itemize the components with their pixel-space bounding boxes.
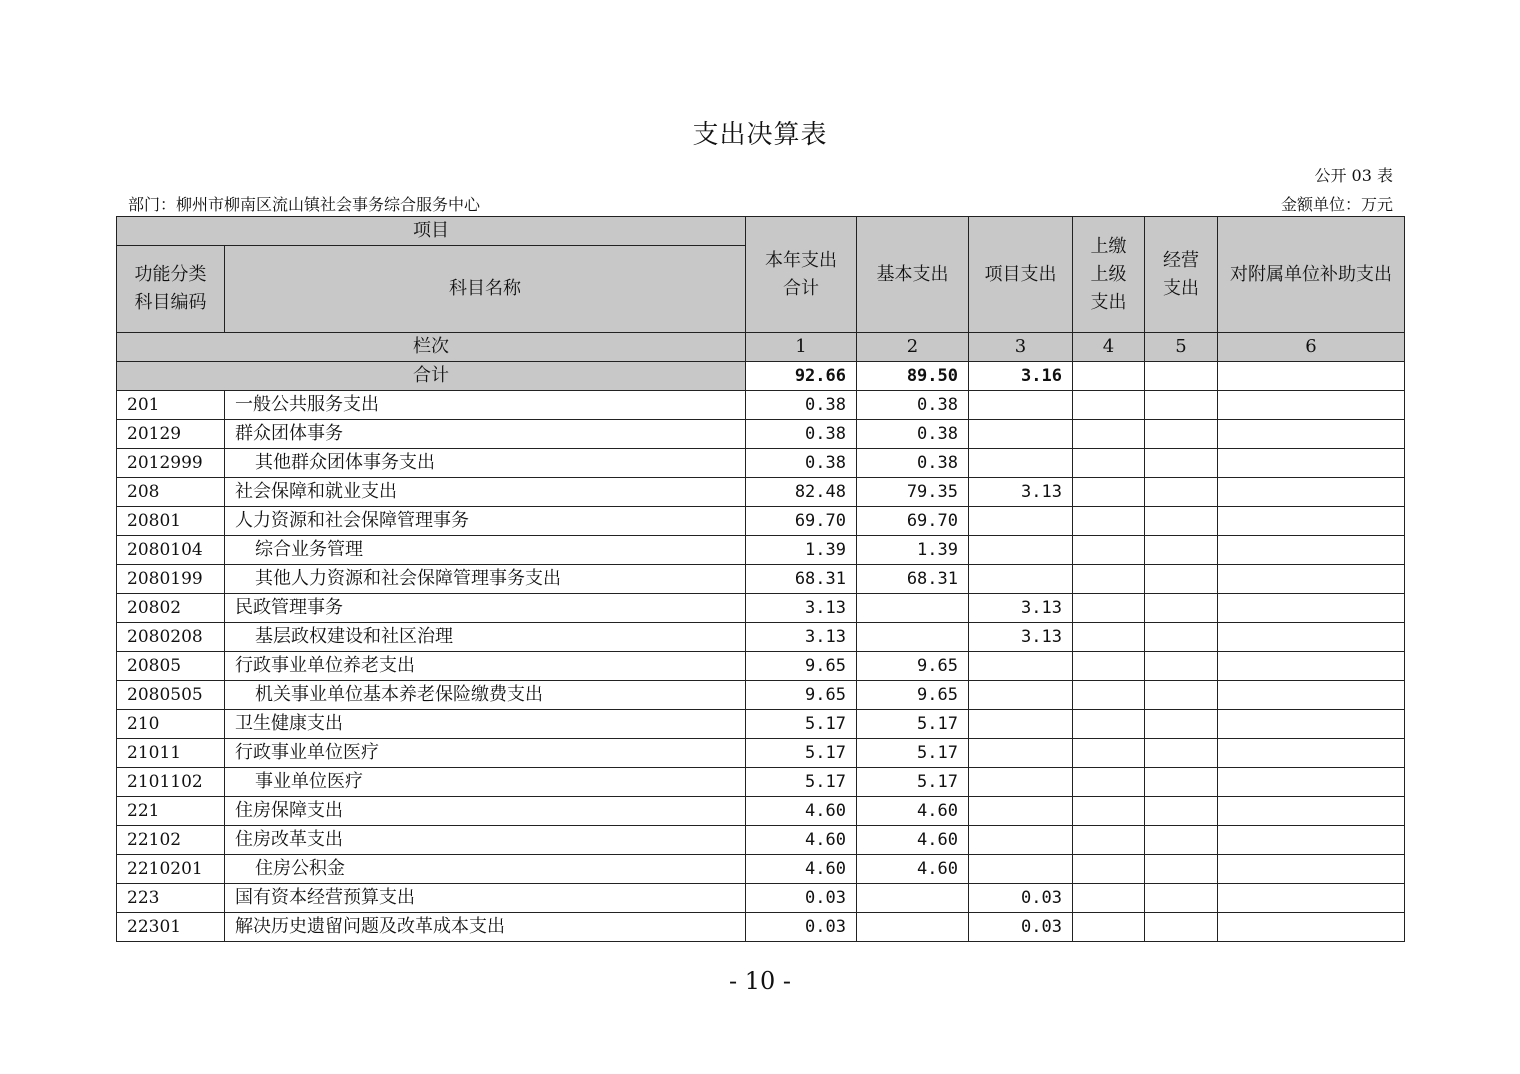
table-row xyxy=(117,478,1405,507)
row-upper xyxy=(1073,449,1145,478)
row-basic: 5.17 xyxy=(857,739,969,768)
row-name: 住房改革支出 xyxy=(225,826,746,855)
table-row xyxy=(117,913,1405,942)
row-basic xyxy=(857,913,969,942)
row-name: 综合业务管理 xyxy=(225,536,746,565)
header-business: 经营 支出 xyxy=(1145,217,1218,333)
row-total: 1.39 xyxy=(746,536,857,565)
row-code: 223 xyxy=(117,884,225,913)
row-project xyxy=(969,826,1073,855)
row-upper xyxy=(1073,478,1145,507)
row-total: 0.03 xyxy=(746,913,857,942)
row-business xyxy=(1145,826,1218,855)
row-upper xyxy=(1073,391,1145,420)
col-num: 6 xyxy=(1218,333,1405,362)
row-total: 69.70 xyxy=(746,507,857,536)
table-row xyxy=(117,768,1405,797)
col-num: 4 xyxy=(1073,333,1145,362)
row-subsidy xyxy=(1218,420,1405,449)
header-row-column-numbers xyxy=(117,333,1405,362)
row-project xyxy=(969,449,1073,478)
row-total: 0.38 xyxy=(746,420,857,449)
header-subsidy: 对附属单位补助支出 xyxy=(1218,217,1405,333)
row-name: 群众团体事务 xyxy=(225,420,746,449)
row-subsidy xyxy=(1218,797,1405,826)
row-code: 2080104 xyxy=(117,536,225,565)
row-upper xyxy=(1073,652,1145,681)
row-business xyxy=(1145,478,1218,507)
col-num: 2 xyxy=(857,333,969,362)
form-number: 公开 03 表 xyxy=(1314,166,1393,185)
row-name: 民政管理事务 xyxy=(225,594,746,623)
row-subsidy xyxy=(1218,507,1405,536)
header-row-item xyxy=(117,217,1405,246)
table-row xyxy=(117,565,1405,594)
table-row xyxy=(117,710,1405,739)
table-row xyxy=(117,652,1405,681)
row-total: 3.13 xyxy=(746,594,857,623)
row-project xyxy=(969,391,1073,420)
row-business xyxy=(1145,652,1218,681)
header-basic: 基本支出 xyxy=(857,217,969,333)
row-project xyxy=(969,710,1073,739)
row-upper xyxy=(1073,565,1145,594)
row-subsidy xyxy=(1218,710,1405,739)
row-upper xyxy=(1073,536,1145,565)
row-basic xyxy=(857,623,969,652)
row-upper xyxy=(1073,710,1145,739)
row-subsidy xyxy=(1218,913,1405,942)
row-code: 210 xyxy=(117,710,225,739)
row-basic: 79.35 xyxy=(857,478,969,507)
row-business xyxy=(1145,391,1218,420)
row-code: 20802 xyxy=(117,594,225,623)
row-upper xyxy=(1073,507,1145,536)
row-total: 9.65 xyxy=(746,681,857,710)
row-business xyxy=(1145,681,1218,710)
row-code: 221 xyxy=(117,797,225,826)
row-subsidy xyxy=(1218,681,1405,710)
table-row xyxy=(117,797,1405,826)
row-total: 68.31 xyxy=(746,565,857,594)
row-business xyxy=(1145,420,1218,449)
row-basic: 0.38 xyxy=(857,449,969,478)
table-row xyxy=(117,594,1405,623)
row-subsidy xyxy=(1218,768,1405,797)
row-business xyxy=(1145,449,1218,478)
total-amount: 92.66 xyxy=(746,362,857,391)
row-project xyxy=(969,420,1073,449)
header-total: 本年支出 合计 xyxy=(746,217,857,333)
row-business xyxy=(1145,594,1218,623)
header-column-label: 栏次 xyxy=(117,333,746,362)
row-business xyxy=(1145,623,1218,652)
row-upper xyxy=(1073,913,1145,942)
row-name: 其他群众团体事务支出 xyxy=(225,449,746,478)
row-upper xyxy=(1073,797,1145,826)
row-basic: 68.31 xyxy=(857,565,969,594)
row-name: 社会保障和就业支出 xyxy=(225,478,746,507)
row-name: 住房公积金 xyxy=(225,855,746,884)
row-business xyxy=(1145,507,1218,536)
total-basic: 89.50 xyxy=(857,362,969,391)
row-total: 0.38 xyxy=(746,391,857,420)
row-business xyxy=(1145,768,1218,797)
row-subsidy xyxy=(1218,449,1405,478)
table-row xyxy=(117,739,1405,768)
table-row xyxy=(117,391,1405,420)
row-subsidy xyxy=(1218,855,1405,884)
row-upper xyxy=(1073,855,1145,884)
row-project xyxy=(969,797,1073,826)
table-row xyxy=(117,420,1405,449)
row-business xyxy=(1145,855,1218,884)
row-project: 3.13 xyxy=(969,594,1073,623)
row-code: 2080199 xyxy=(117,565,225,594)
expenditure-table xyxy=(116,216,1405,942)
total-upper xyxy=(1073,362,1145,391)
row-upper xyxy=(1073,884,1145,913)
row-project xyxy=(969,768,1073,797)
row-upper xyxy=(1073,826,1145,855)
row-project xyxy=(969,855,1073,884)
table-row xyxy=(117,884,1405,913)
col-num: 5 xyxy=(1145,333,1218,362)
row-total: 5.17 xyxy=(746,710,857,739)
header-name: 科目名称 xyxy=(225,246,746,333)
row-code: 2012999 xyxy=(117,449,225,478)
row-name: 国有资本经营预算支出 xyxy=(225,884,746,913)
row-name: 行政事业单位养老支出 xyxy=(225,652,746,681)
row-business xyxy=(1145,536,1218,565)
row-total: 0.03 xyxy=(746,884,857,913)
row-basic: 4.60 xyxy=(857,855,969,884)
row-name: 事业单位医疗 xyxy=(225,768,746,797)
row-basic: 9.65 xyxy=(857,652,969,681)
row-name: 卫生健康支出 xyxy=(225,710,746,739)
row-name: 行政事业单位医疗 xyxy=(225,739,746,768)
header-project: 项目支出 xyxy=(969,217,1073,333)
row-project xyxy=(969,536,1073,565)
row-total: 4.60 xyxy=(746,826,857,855)
row-code: 21011 xyxy=(117,739,225,768)
row-subsidy xyxy=(1218,594,1405,623)
row-subsidy xyxy=(1218,739,1405,768)
header-code: 功能分类 科目编码 xyxy=(117,246,225,333)
row-upper xyxy=(1073,623,1145,652)
row-total: 5.17 xyxy=(746,768,857,797)
row-business xyxy=(1145,913,1218,942)
row-code: 208 xyxy=(117,478,225,507)
row-subsidy xyxy=(1218,884,1405,913)
page-number: - 10 - xyxy=(728,967,791,995)
row-upper xyxy=(1073,681,1145,710)
row-business xyxy=(1145,797,1218,826)
department-label: 部门：柳州市柳南区流山镇社会事务综合服务中心 xyxy=(128,195,481,214)
header-item: 项目 xyxy=(117,217,746,246)
row-total: 3.13 xyxy=(746,623,857,652)
row-business xyxy=(1145,884,1218,913)
row-code: 22102 xyxy=(117,826,225,855)
total-business xyxy=(1145,362,1218,391)
row-business xyxy=(1145,565,1218,594)
row-basic: 0.38 xyxy=(857,391,969,420)
row-name: 人力资源和社会保障管理事务 xyxy=(225,507,746,536)
row-business xyxy=(1145,739,1218,768)
row-project: 3.13 xyxy=(969,623,1073,652)
row-project: 0.03 xyxy=(969,884,1073,913)
row-total: 0.38 xyxy=(746,449,857,478)
row-basic xyxy=(857,594,969,623)
total-row xyxy=(117,362,1405,391)
row-name: 机关事业单位基本养老保险缴费支出 xyxy=(225,681,746,710)
col-num: 1 xyxy=(746,333,857,362)
row-name: 一般公共服务支出 xyxy=(225,391,746,420)
row-upper xyxy=(1073,594,1145,623)
row-name: 其他人力资源和社会保障管理事务支出 xyxy=(225,565,746,594)
table-row xyxy=(117,449,1405,478)
row-project xyxy=(969,652,1073,681)
row-code: 2080208 xyxy=(117,623,225,652)
amount-unit-label: 金额单位：万元 xyxy=(1280,195,1393,214)
table-row xyxy=(117,536,1405,565)
row-code: 2210201 xyxy=(117,855,225,884)
row-project: 0.03 xyxy=(969,913,1073,942)
table-row xyxy=(117,623,1405,652)
row-subsidy xyxy=(1218,623,1405,652)
row-total: 5.17 xyxy=(746,739,857,768)
table-row xyxy=(117,507,1405,536)
row-name: 解决历史遗留问题及改革成本支出 xyxy=(225,913,746,942)
total-project: 3.16 xyxy=(969,362,1073,391)
row-code: 20129 xyxy=(117,420,225,449)
row-subsidy xyxy=(1218,826,1405,855)
row-code: 20805 xyxy=(117,652,225,681)
row-project xyxy=(969,565,1073,594)
row-project: 3.13 xyxy=(969,478,1073,507)
row-total: 82.48 xyxy=(746,478,857,507)
row-total: 9.65 xyxy=(746,652,857,681)
col-num: 3 xyxy=(969,333,1073,362)
row-code: 2101102 xyxy=(117,768,225,797)
row-subsidy xyxy=(1218,391,1405,420)
table-row xyxy=(117,826,1405,855)
total-label: 合计 xyxy=(117,362,746,391)
row-upper xyxy=(1073,739,1145,768)
table-row xyxy=(117,681,1405,710)
row-subsidy xyxy=(1218,478,1405,507)
row-project xyxy=(969,681,1073,710)
row-basic: 9.65 xyxy=(857,681,969,710)
row-subsidy xyxy=(1218,652,1405,681)
row-basic: 4.60 xyxy=(857,826,969,855)
row-total: 4.60 xyxy=(746,797,857,826)
row-project xyxy=(969,739,1073,768)
row-total: 4.60 xyxy=(746,855,857,884)
row-business xyxy=(1145,710,1218,739)
page-title: 支出决算表 xyxy=(692,120,828,150)
row-basic: 1.39 xyxy=(857,536,969,565)
row-subsidy xyxy=(1218,536,1405,565)
row-basic xyxy=(857,884,969,913)
total-subsidy xyxy=(1218,362,1405,391)
row-code: 2080505 xyxy=(117,681,225,710)
row-subsidy xyxy=(1218,565,1405,594)
row-upper xyxy=(1073,420,1145,449)
row-code: 22301 xyxy=(117,913,225,942)
row-basic: 5.17 xyxy=(857,710,969,739)
row-project xyxy=(969,507,1073,536)
table-row xyxy=(117,855,1405,884)
row-code: 201 xyxy=(117,391,225,420)
row-basic: 0.38 xyxy=(857,420,969,449)
row-upper xyxy=(1073,768,1145,797)
header-upper: 上缴 上级 支出 xyxy=(1073,217,1145,333)
row-name: 基层政权建设和社区治理 xyxy=(225,623,746,652)
row-code: 20801 xyxy=(117,507,225,536)
row-basic: 4.60 xyxy=(857,797,969,826)
row-basic: 5.17 xyxy=(857,768,969,797)
row-name: 住房保障支出 xyxy=(225,797,746,826)
row-basic: 69.70 xyxy=(857,507,969,536)
